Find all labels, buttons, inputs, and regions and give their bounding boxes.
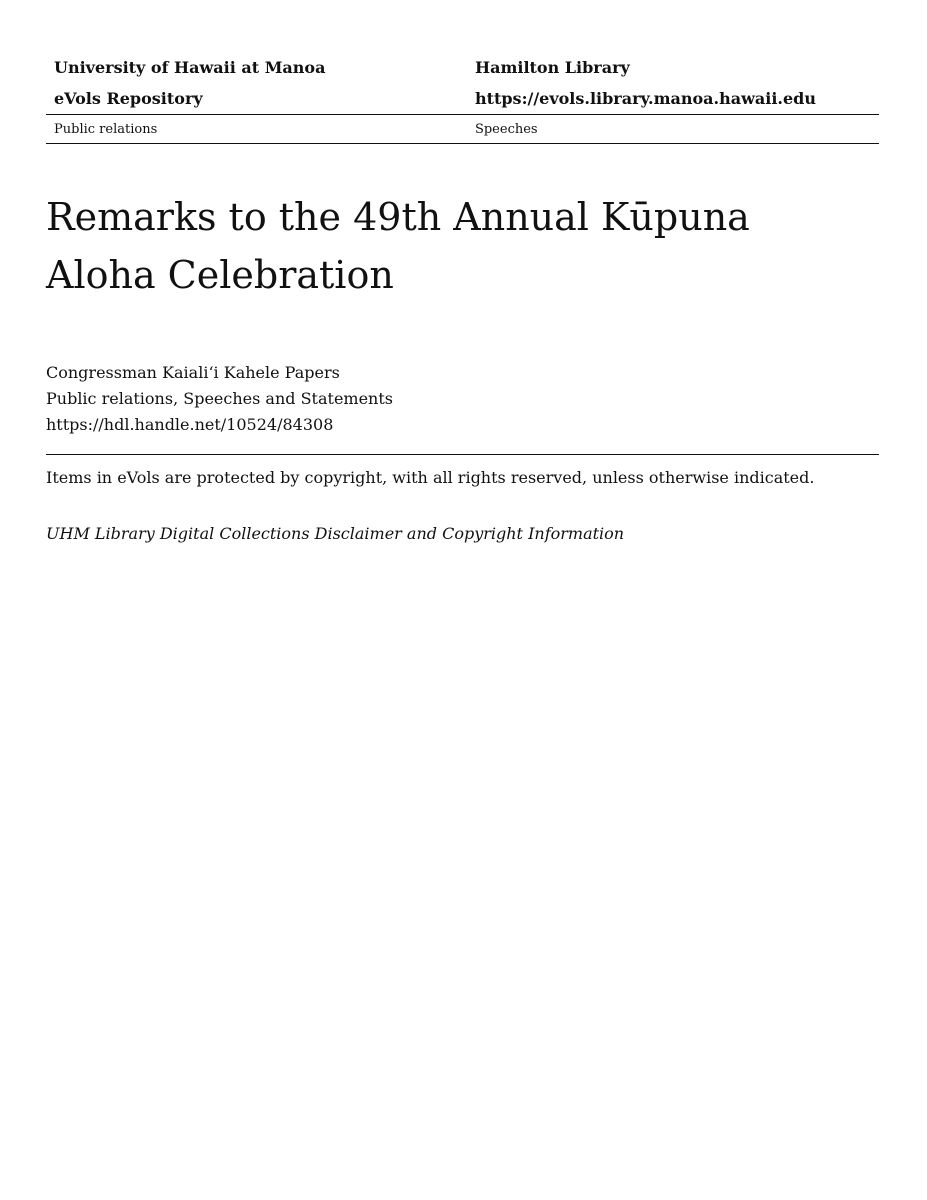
title-line-2: Aloha Celebration: [46, 253, 394, 297]
repository-header: [46, 52, 879, 144]
collection-name: Congressman Kaialiʻi Kahele Papers: [46, 363, 340, 382]
header-divider-bottom: [46, 143, 879, 144]
title-line-1: Remarks to the 49th Annual Kūpuna: [46, 195, 750, 239]
repository-url-link[interactable]: https://evols.library.manoa.hawaii.edu: [474, 89, 816, 108]
repository-name: eVols Repository: [54, 89, 203, 108]
series-name: Public relations, Speeches and Statements: [46, 389, 393, 408]
header-row-2: [46, 83, 879, 114]
section-divider: [46, 454, 879, 455]
header-row-3: [46, 115, 879, 143]
document-title: [46, 188, 879, 304]
header-row-1: [46, 52, 879, 83]
institution-name: University of Hawaii at Manoa: [54, 58, 326, 77]
library-name: Hamilton Library: [474, 58, 630, 77]
collection-category: Public relations: [54, 121, 158, 137]
copyright-notice: Items in eVols are protected by copyright, with all rights reserved, unless otherwise indicated.: [46, 468, 815, 487]
collection-type: Speeches: [474, 121, 538, 137]
handle-link[interactable]: https://hdl.handle.net/10524/84308: [46, 415, 334, 434]
disclaimer-link[interactable]: UHM Library Digital Collections Disclaimer and Copyright Information: [46, 524, 625, 543]
document-metadata: [46, 360, 393, 438]
